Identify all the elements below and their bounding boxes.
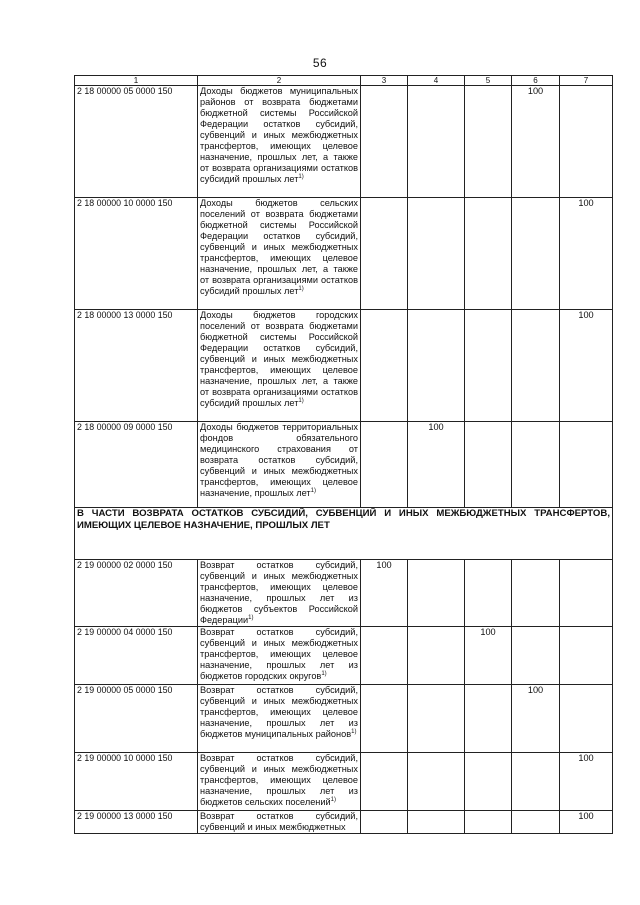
budget-code: 2 18 00000 10 0000 150: [75, 198, 198, 310]
budget-code: 2 19 00000 10 0000 150: [75, 753, 198, 811]
normative-value: 100: [560, 753, 613, 811]
table-body: [75, 86, 613, 834]
normative-value: 100: [560, 310, 613, 422]
income-description: [198, 627, 361, 685]
normative-value: 100: [465, 627, 512, 685]
column-number-6: 6: [512, 76, 560, 86]
column-6-cell: [512, 811, 560, 834]
column-5-cell: [465, 753, 512, 811]
column-7-cell: [560, 627, 613, 685]
column-6-cell: [512, 198, 560, 310]
column-7-cell: [560, 685, 613, 753]
column-3-cell: [361, 310, 408, 422]
column-number-4: 4: [408, 76, 465, 86]
table-row: [75, 422, 613, 508]
column-5-cell: [465, 560, 512, 627]
normative-value: 100: [560, 198, 613, 310]
footnote-mark: 1): [351, 728, 357, 735]
income-description: [198, 560, 361, 627]
table-row: [75, 560, 613, 627]
budget-code: 2 19 00000 13 0000 150: [75, 811, 198, 834]
income-description-text: Доходы бюджетов сельских поселений от возврата бюджетами бюджетной системы Российской Федерации остатков субсидий, субвенций и иных межбюджетных трансфертов, имеющих целевое назначение, прошлых лет, а также от возврата организациями остатков субсидий прошлых лет: [200, 198, 358, 296]
income-description-text: Возврат остатков субсидий, субвенций и иных межбюджетных: [200, 811, 358, 832]
column-3-cell: [361, 811, 408, 834]
column-6-cell: [512, 560, 560, 627]
budget-code: 2 18 00000 09 0000 150: [75, 422, 198, 508]
income-description-text: Возврат остатков субсидий, субвенций и иных межбюджетных трансфертов, имеющих целевое назначение, прошлых лет из бюджетов сельских поселений: [200, 753, 358, 807]
income-description-text: Возврат остатков субсидий, субвенций и иных межбюджетных трансфертов, имеющих целевое назначение, прошлых лет из бюджетов субъектов Российской Федерации: [200, 560, 358, 625]
budget-code: 2 19 00000 04 0000 150: [75, 627, 198, 685]
column-number-row: [75, 76, 613, 86]
income-description-text: Доходы бюджетов городских поселений от возврата бюджетами бюджетной системы Российской Федерации остатков субсидий, субвенций и иных межбюджетных трансфертов, имеющих целевое назначение, прошлых лет, а также от возврата организациями остатков субсидий прошлых лет: [200, 310, 358, 408]
income-description: [198, 753, 361, 811]
column-number-3: 3: [361, 76, 408, 86]
income-description: [198, 198, 361, 310]
column-5-cell: [465, 685, 512, 753]
budget-code: 2 18 00000 05 0000 150: [75, 86, 198, 198]
budget-table: [74, 75, 613, 834]
table-row: [75, 811, 613, 834]
footnote-mark: 1): [248, 614, 254, 621]
footnote-mark: 1): [298, 285, 304, 292]
table-row: [75, 627, 613, 685]
footnote-mark: 1): [310, 487, 316, 494]
footnote-mark: 1): [321, 670, 327, 677]
column-number-1: 1: [75, 76, 198, 86]
income-description: [198, 811, 361, 834]
table-row: [75, 86, 613, 198]
table-row: [75, 310, 613, 422]
income-description-text: Возврат остатков субсидий, субвенций и иных межбюджетных трансфертов, имеющих целевое назначение, прошлых лет из бюджетов городских округов: [200, 627, 358, 681]
normative-value: 100: [560, 811, 613, 834]
page-number: 56: [312, 56, 328, 70]
normative-value: 100: [512, 685, 560, 753]
column-6-cell: [512, 422, 560, 508]
column-4-cell: [408, 198, 465, 310]
income-description: [198, 86, 361, 198]
column-5-cell: [465, 310, 512, 422]
column-7-cell: [560, 86, 613, 198]
column-3-cell: [361, 198, 408, 310]
column-7-cell: [560, 422, 613, 508]
column-5-cell: [465, 811, 512, 834]
footnote-mark: 1): [298, 397, 304, 404]
column-4-cell: [408, 560, 465, 627]
normative-value: 100: [512, 86, 560, 198]
income-description-text: Возврат остатков субсидий, субвенций и иных межбюджетных трансфертов, имеющих целевое назначение, прошлых лет из бюджетов муниципальных районов: [200, 685, 358, 739]
table-row: [75, 685, 613, 753]
column-5-cell: [465, 422, 512, 508]
budget-code: 2 18 00000 13 0000 150: [75, 310, 198, 422]
normative-value: 100: [361, 560, 408, 627]
column-4-cell: [408, 811, 465, 834]
table-row: [75, 753, 613, 811]
column-6-cell: [512, 753, 560, 811]
column-4-cell: [408, 627, 465, 685]
column-4-cell: [408, 685, 465, 753]
column-6-cell: [512, 310, 560, 422]
column-7-cell: [560, 560, 613, 627]
income-description: [198, 310, 361, 422]
column-5-cell: [465, 86, 512, 198]
column-4-cell: [408, 753, 465, 811]
column-3-cell: [361, 86, 408, 198]
column-6-cell: [512, 627, 560, 685]
section-heading-row: [75, 508, 613, 560]
column-3-cell: [361, 627, 408, 685]
table-row: [75, 198, 613, 310]
section-heading: В ЧАСТИ ВОЗВРАТА ОСТАТКОВ СУБСИДИЙ, СУБВЕНЦИЙ И ИНЫХ МЕЖБЮДЖЕТНЫХ ТРАНСФЕРТОВ, ИМЕЮЩИХ ЦЕЛЕВОЕ НАЗНАЧЕНИЕ, ПРОШЛЫХ ЛЕТ: [75, 508, 613, 560]
column-3-cell: [361, 753, 408, 811]
footnote-mark: 1): [330, 796, 336, 803]
income-description-text: Доходы бюджетов территориальных фондов обязательного медицинского страхования от возврата остатков субсидий, субвенций и иных межбюджетных трансфертов, имеющих целевое назначение, прошлых лет: [200, 422, 358, 498]
footnote-mark: 1): [298, 173, 304, 180]
normative-value: 100: [408, 422, 465, 508]
column-5-cell: [465, 198, 512, 310]
income-description: [198, 685, 361, 753]
income-description-text: Доходы бюджетов муниципальных районов от возврата бюджетами бюджетной системы Российской Федерации остатков субсидий, субвенций и иных межбюджетных трансфертов, имеющих целевое назначение, прошлых лет, а также от возврата организациями остатков субсидий прошлых лет: [200, 86, 358, 184]
budget-code: 2 19 00000 02 0000 150: [75, 560, 198, 627]
column-3-cell: [361, 685, 408, 753]
column-number-7: 7: [560, 76, 613, 86]
column-4-cell: [408, 86, 465, 198]
column-number-2: 2: [198, 76, 361, 86]
column-4-cell: [408, 310, 465, 422]
income-description: [198, 422, 361, 508]
budget-code: 2 19 00000 05 0000 150: [75, 685, 198, 753]
column-number-5: 5: [465, 76, 512, 86]
column-3-cell: [361, 422, 408, 508]
